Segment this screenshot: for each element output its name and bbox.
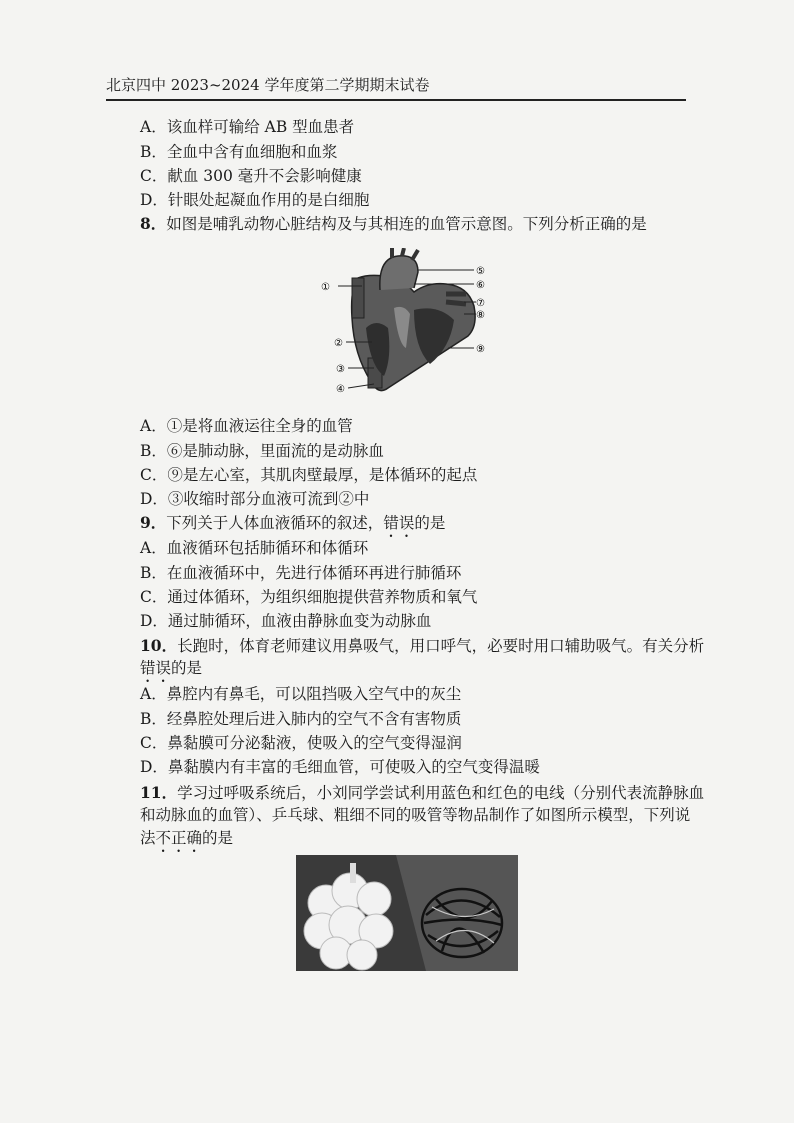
heart-label-5: ⑤: [476, 266, 485, 277]
heart-label-4: ④: [336, 384, 345, 395]
q11-number: 11．: [140, 783, 178, 802]
heart-label-8: ⑧: [476, 310, 485, 321]
q10-stem-emphasis: 错误: [140, 659, 172, 677]
q7-option-b: B．全血中含有血细胞和血浆: [140, 143, 338, 161]
q8-stem: [140, 212, 647, 234]
heart-label-3: ③: [336, 364, 345, 375]
q8-stem-text: 如图是哺乳动物心脏结构及与其相连的血管示意图。下列分析正确的是: [166, 215, 647, 233]
q8-number: 8．: [140, 214, 167, 233]
q9-option-a: A．血液循环包括肺循环和体循环: [140, 539, 369, 557]
heart-label-1: ①: [321, 282, 330, 293]
page-header: 北京四中 2023~2024 学年度第二学期期末试卷: [106, 74, 686, 101]
q7-option-a: A．该血样可输给 AB 型血患者: [140, 118, 355, 136]
q11-stem-start: 法: [140, 829, 156, 847]
q10-option-b: B．经鼻腔处理后进入肺内的空气不含有害物质: [140, 710, 462, 728]
q8-option-a: A．①是将血液运往全身的血管: [140, 417, 353, 435]
heart-diagram: [318, 248, 494, 400]
q7-option-c: C．献血 300 毫升不会影响健康: [140, 167, 362, 185]
q8-option-d: D．③收缩时部分血液可流到②中: [140, 490, 370, 508]
q9-stem-b: 的是: [414, 514, 446, 532]
q9-option-c: C．通过体循环，为组织细胞提供营养物质和氧气: [140, 588, 478, 606]
q9-number: 9．: [140, 513, 167, 532]
q11-stem-text-1: 学习过呼吸系统后，小刘同学尝试利用蓝色和红色的电线（分别代表流静脉血: [177, 784, 705, 802]
heart-label-7: ⑦: [476, 298, 485, 309]
q11-stem-line3: [140, 826, 233, 856]
q8-option-b: B．⑥是肺动脉，里面流的是动脉血: [140, 442, 384, 460]
q11-stem-end: 的是: [202, 829, 234, 847]
q10-number: 10．: [140, 636, 178, 655]
q9-stem-a: 下列关于人体血液循环的叙述，: [166, 514, 384, 532]
heart-label-2: ②: [334, 338, 343, 349]
heart-label-9: ⑨: [476, 344, 485, 355]
q10-stem-end: 的是: [171, 659, 203, 677]
lung-model-photo: [296, 855, 518, 971]
q11-stem-line1: [140, 781, 704, 803]
q10-stem-line1: [140, 634, 704, 656]
q9-stem-emphasis: 错误: [383, 514, 415, 532]
q9-option-b: B．在血液循环中，先进行体循环再进行肺循环: [140, 564, 462, 582]
q10-option-a: A．鼻腔内有鼻毛，可以阻挡吸入空气中的灰尘: [140, 685, 462, 703]
q10-option-d: D．鼻黏膜内有丰富的毛细血管，可使吸入的空气变得温暖: [140, 758, 540, 776]
q7-option-d: D．针眼处起凝血作用的是白细胞: [140, 191, 370, 209]
q10-stem-text: 长跑时，体育老师建议用鼻吸气，用口呼气，必要时用口辅助吸气。有关分析: [177, 637, 705, 655]
q11-stem-line2: 和动脉血的血管）、乒乓球、粗细不同的吸管等物品制作了如图所示模型，下列说: [140, 806, 691, 824]
q10-option-c: C．鼻黏膜可分泌黏液，使吸入的空气变得湿润: [140, 734, 462, 752]
q8-option-c: C．⑨是左心室，其肌肉壁最厚，是体循环的起点: [140, 466, 478, 484]
q11-stem-emphasis: 不正确: [155, 829, 203, 847]
heart-label-6: ⑥: [476, 280, 485, 291]
q9-option-d: D．通过肺循环，血液由静脉血变为动脉血: [140, 612, 432, 630]
